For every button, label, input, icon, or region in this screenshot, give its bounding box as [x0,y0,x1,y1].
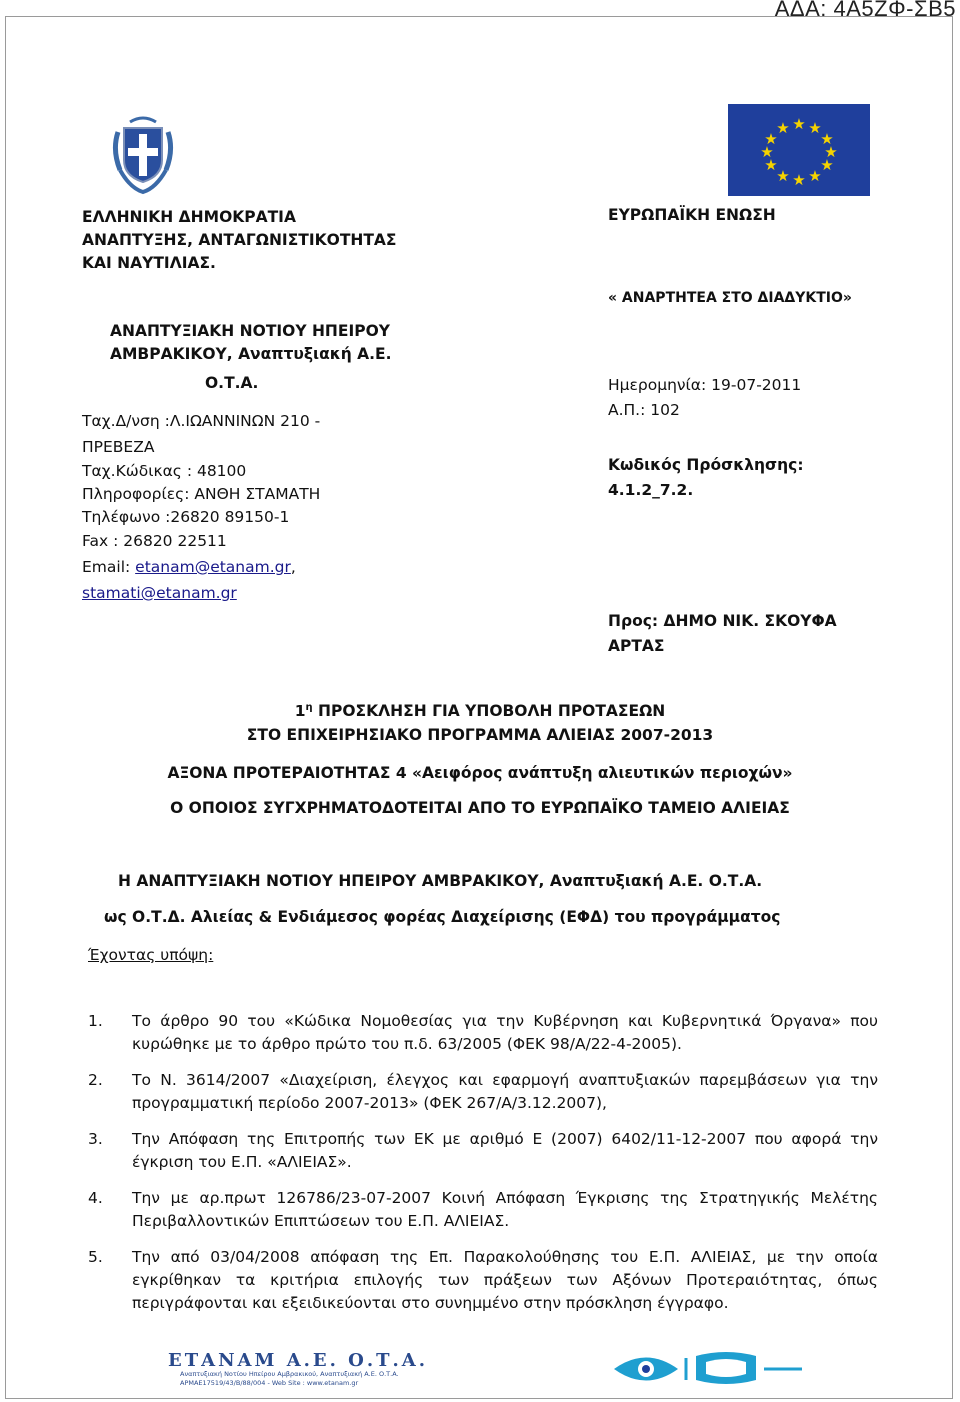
email-line [82,556,296,579]
ada-code: ΑΔΑ: 4Α5ΖΦ-ΣΒ5 [774,0,956,21]
list-item-number: 4. [88,1189,103,1207]
email-separator: , [290,558,296,576]
considering-heading: Έχοντας υπόψη: [88,946,214,964]
eu-label: ΕΥΡΩΠΑΪΚΗ ΕΝΩΣΗ [608,206,776,224]
list-item [88,1069,878,1115]
fax: Fax : 26820 22511 [82,532,227,550]
contact-person: Πληροφορίες: ΑΝΘΗ ΣΤΑΜΑΤΗ [82,485,321,503]
svg-text:★: ★ [820,156,834,174]
footer-brand: ΕΤΑΝΑΜ Α.Ε. Ο.Τ.Α. [168,1350,429,1371]
svg-text:★: ★ [760,143,774,161]
footer-logo [168,1350,868,1390]
phone: Τηλέφωνο :26820 89150-1 [82,508,290,526]
list-item-number: 5. [88,1248,103,1266]
call-number-suffix: η [305,702,313,713]
funding-line: Ο ΟΠΟΙΟΣ ΣΥΓΧΡΗΜΑΤΟΔΟΤΕΙΤΑΙ ΑΠΟ ΤΟ ΕΥΡΩΠΑΪΚΟ ΤΑΜΕΙΟ ΑΛΙΕΙΑΣ [170,799,790,817]
list-item-text: Την με αρ.πρωτ 126786/23-07-2007 Κοινή Απόφαση Έγκρισης της Στρατηγικής Μελέτης Περιβαλλοντικών Επιπτώσεων του Ε.Π. ΑΛΙΕΙΑΣ. [132,1189,878,1230]
footer-subtitle-1: Αναπτυξιακή Νοτίου Ηπείρου Αμβρακικού, Αναπτυξιακή Α.Ε. Ο.Τ.Α. [180,1370,399,1378]
publish-notice: « ΑΝΑΡΤΗΤΕΑ ΣΤΟ ΔΙΑΔΥΚΤΙΟ» [608,290,852,306]
list-item [88,1187,878,1233]
svg-text:★: ★ [808,167,822,185]
address-line-2: ΠΡΕΒΕΖΑ [82,438,155,456]
sender-block [82,206,502,275]
eu-flag-icon [728,104,870,196]
greek-emblem-icon [110,110,176,196]
recipient-line-2: ΑΡΤΑΣ [608,637,665,655]
email-link-2[interactable]: stamati@etanam.gr [82,584,237,602]
recipient-line-1: Προς: ΔΗΜΟ ΝΙΚ. ΣΚΟΥΦΑ [608,612,837,630]
call-title-line-1 [0,696,960,723]
org-line-3: Ο.Τ.Α. [205,374,259,392]
svg-text:★: ★ [792,115,806,133]
document-date: Ημερομηνία: 19-07-2011 [608,376,802,394]
email-label: Email: [82,558,136,576]
list-item-number: 2. [88,1071,103,1089]
protocol-number: Α.Π.: 102 [608,401,680,419]
call-title-line-2: ΣΤΟ ΕΠΙΧΕΙΡΗΣΙΑΚΟ ΠΡΟΓΡΑΜΜΑ ΑΛΙΕΙΑΣ 2007-2013 [246,726,714,744]
ministry-line-1: ΑΝΑΠΤΥΞΗΣ, ΑΝΤΑΓΩΝΙΣΤΙΚΟΤΗΤΑΣ [82,231,397,249]
postal-code: Ταχ.Κώδικας : 48100 [82,462,247,480]
call-code-value: 4.1.2_7.2. [608,481,694,499]
svg-text:★: ★ [764,156,778,174]
svg-text:★: ★ [776,119,790,137]
list-item-text: Την από 03/04/2008 απόφαση της Επ. Παρακολούθησης του Ε.Π. ΑΛΙΕΙΑΣ, με την οποία εγκρίθηκαν τα κριτήρια επιλογής των πράξεων των Αξόνων Προτεραιότητας, όπως περιγράφονται και εξειδικεύονται στο συνημμένο στην πρόσκληση έγγραφο. [132,1248,878,1312]
list-item-text: Το Ν. 3614/2007 «Διαχείριση, έλεγχος και εφαρμογή αναπτυξιακών παρεμβάσεων για την προγραμματική περίοδο 2007-2013» (ΦΕΚ 267/Α/3.12.2007), [132,1071,878,1112]
svg-text:★: ★ [808,119,822,137]
list-item-text: Το άρθρο 90 του «Κώδικα Νομοθεσίας για την Κυβέρνηση και Κυβερνητικά Όργανα» που κυρώθηκε με το άρθρο πρώτο του π.δ. 63/2005 (ΦΕΚ 98/Α/22-4-2005). [132,1012,878,1053]
svg-text:★: ★ [792,171,806,189]
legal-basis-list [88,1010,878,1328]
svg-text:★: ★ [824,143,838,161]
email-line-2 [82,582,237,605]
org-line-2: ΑΜΒΡΑΚΙΚΟΥ, Αναπτυξιακή Α.Ε. [110,345,392,363]
call-title-text: ΠΡΟΣΚΛΗΣΗ ΓΙΑ ΥΠΟΒΟΛΗ ΠΡΟΤΑΣΕΩΝ [312,702,666,721]
ministry-line-2: ΚΑΙ ΝΑΥΤΙΛΙΑΣ. [82,254,216,272]
footer-subtitle-2: ΑΡΜΑΕ17519/43/Β/88/004 - Web Site : www.etanam.gr [180,1379,359,1387]
call-number: 1 [294,702,306,721]
svg-text:★: ★ [764,130,778,148]
email-link-1[interactable]: etanam@etanam.gr [135,558,291,576]
list-item-number: 3. [88,1130,103,1148]
list-item [88,1128,878,1174]
org-line-1: ΑΝΑΠΤΥΞΙΑΚΗ ΝΟΤΙΟΥ ΗΠΕΙΡΟΥ [110,322,391,340]
address-line-1: Ταχ.Δ/νση :Λ.ΙΩΑΝΝΙΝΩΝ 210 - [82,412,321,430]
fisheries-logo-icon [606,1350,806,1388]
list-item-number: 1. [88,1012,103,1030]
svg-text:★: ★ [776,167,790,185]
list-item [88,1246,878,1315]
issuer-line-2: ως Ο.Τ.Δ. Αλιείας & Ενδιάμεσος φορέας Διαχείρισης (ΕΦΔ) του προγράμματος [104,908,781,926]
call-code-label: Κωδικός Πρόσκλησης: [608,456,804,474]
list-item [88,1010,878,1056]
issuer-line-1: Η ΑΝΑΠΤΥΞΙΑΚΗ ΝΟΤΙΟΥ ΗΠΕΙΡΟΥ ΑΜΒΡΑΚΙΚΟΥ, Αναπτυξιακή Α.Ε. Ο.Τ.Α. [118,872,763,890]
priority-axis: ΑΞΟΝΑ ΠΡΟΤΕΡΑΙΟΤΗΤΑΣ 4 «Αειφόρος ανάπτυξη αλιευτικών περιοχών» [167,764,793,782]
country-name: ΕΛΛΗΝΙΚΗ ΔΗΜΟΚΡΑΤΙΑ [82,208,296,226]
list-item-text: Την Απόφαση της Επιτροπής των ΕΚ με αριθμό Ε (2007) 6402/11-12-2007 που αφορά την έγκριση του Ε.Π. «ΑΛΙΕΙΑΣ». [132,1130,878,1171]
svg-text:★: ★ [820,130,834,148]
